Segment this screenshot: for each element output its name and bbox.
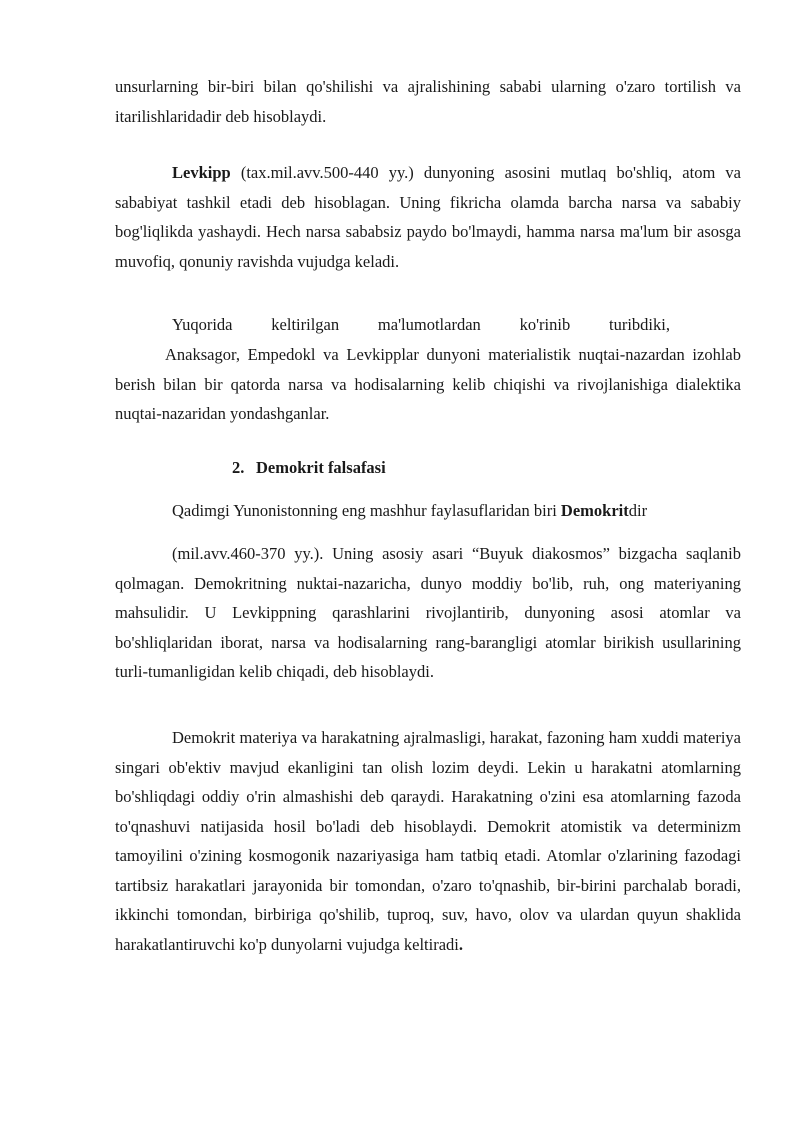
summary-word: Yuqorida bbox=[172, 315, 233, 334]
section-heading bbox=[232, 453, 386, 483]
intro-text: Qadimgi Yunonistonning eng mashhur faylasuflaridan biri bbox=[172, 501, 561, 520]
summary-word: turibdiki, bbox=[609, 315, 670, 334]
paragraph-demokrit-motion bbox=[115, 723, 741, 959]
paragraph-1 bbox=[115, 72, 741, 131]
paragraph-end-mark: . bbox=[458, 934, 463, 954]
paragraph-levkipp-text: (tax.mil.avv.500-440 yy.) dunyoning asosini mutlaq bo'shliq, atom va sababiyat tashkil etadi deb hisoblagan. Uning fikricha olamda barcha narsa va sababiy bog'liqlikda yashaydi. Hech narsa sababsiz paydo bo'lmaydi, hamma narsa ma'lum bir asosga muvofiq, qonuniy ravishda vujudga keladi. bbox=[115, 163, 741, 271]
paragraph-summary bbox=[115, 340, 741, 429]
section-title: Demokrit falsafasi bbox=[256, 458, 386, 477]
paragraph-summary-first-line bbox=[172, 310, 670, 340]
paragraph-demokrit-motion-text: Demokrit materiya va harakatning ajralmasligi, harakat, fazoning ham xuddi materiya singari ob'ektiv mavjud ekanligini tan olish lozim deydi. Lekin u harakatni atomlarning bo'shliqdagi oddiy o'rin almashishi deb qaraydi. Harakatning o'zini esa atomlarning fazoda to'qnashuvi natijasida hosil bo'ladi deb hisoblaydi. Demokrit atomistik va determinizm tamoyilini o'zining kosmogonik nazariyasiga ham tatbiq etadi. Atomlar o'zlarining fazodagi tartibsiz harakatlari jarayonida bir tomondan, o'zaro to'qnashib, bir-birini parchalab boradi, ikkinchi tomondan, birbiriga qo'shilib, tuproq, suv, havo, olov va ulardan quyun shaklida harakatlantiruvchi ko'p dunyolarni vujudga keltiradi bbox=[115, 728, 741, 954]
paragraph-summary-text: Anaksagor, Empedokl va Levkipplar dunyoni materialistik nuqtai-nazardan izohlab berish bilan bir qatorda narsa va hodisalarning kelib chiqishi va rivojlanishiga dialektika nuqtai-nazaridan yondashganlar. bbox=[115, 345, 741, 423]
summary-word: ko'rinib bbox=[519, 315, 571, 334]
summary-word: ma'lumotlardan bbox=[377, 315, 481, 334]
paragraph-demokrit-intro bbox=[172, 496, 647, 526]
paragraph-demokrit-views bbox=[115, 539, 741, 687]
paragraph-1-text: unsurlarning bir-biri bilan qo'shilishi va ajralishining sababi ularning o'zaro tortilish va itarilishlaridadir deb hisoblaydi. bbox=[115, 77, 741, 126]
summary-word: keltirilgan bbox=[271, 315, 340, 334]
levkipp-name: Levkipp bbox=[172, 163, 231, 182]
intro-suffix: dir bbox=[628, 501, 648, 520]
section-number: 2. bbox=[232, 458, 245, 477]
paragraph-demokrit-views-text: (mil.avv.460-370 yy.). Uning asosiy asari “Buyuk diakosmos” bizgacha saqlanib qolmagan. Demokritning nuktai-nazaricha, dunyo moddiy bo'lib, ruh, ong materiyaning mahsulidir. U Levkippning qarashlarini rivojlantirib, dunyoning asosi atomlar va bo'shliqlaridan iborat, narsa va hodisalarning rang-barangligi atomlar birikish usullarining turli-tumanligidan kelib chiqadi, deb hisoblaydi. bbox=[115, 544, 741, 681]
paragraph-levkipp bbox=[115, 158, 741, 276]
demokrit-name: Demokrit bbox=[560, 501, 629, 520]
